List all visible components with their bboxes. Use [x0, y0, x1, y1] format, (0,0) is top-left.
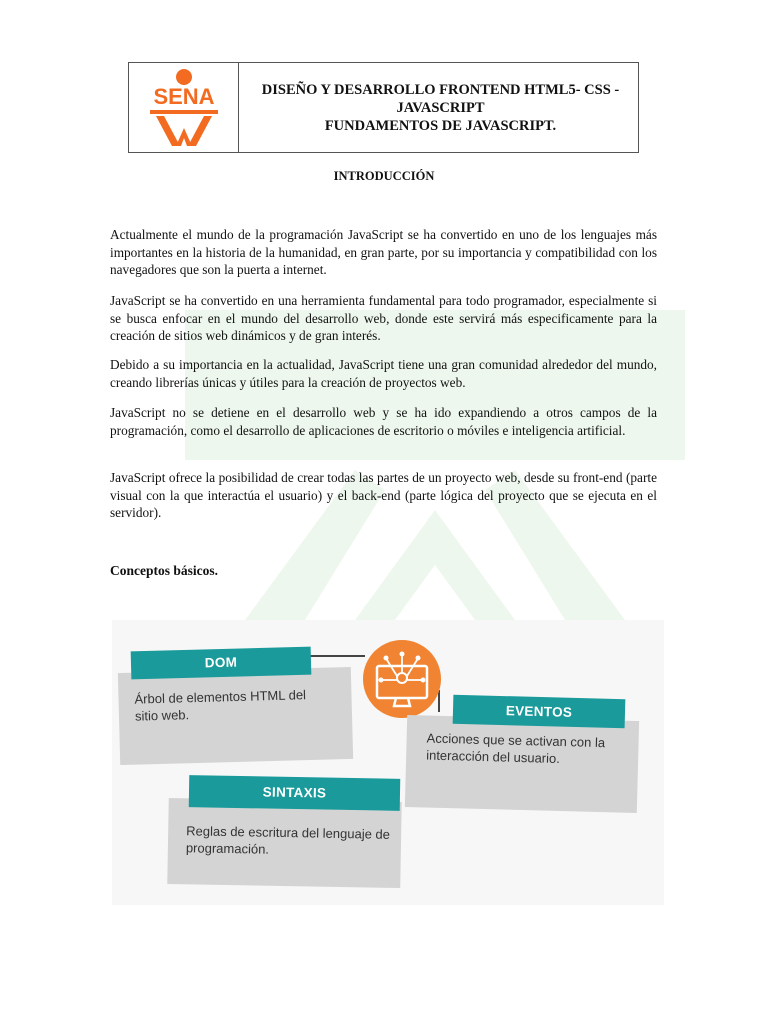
- sena-logo: [129, 63, 239, 152]
- concepts-heading: Conceptos básicos.: [110, 563, 219, 578]
- concept-text-sintaxis: Reglas de escritura del lenguaje de programación.: [185, 823, 391, 857]
- paragraph-5: JavaScript ofrece la posibilidad de crear todas las partes de un proyecto web, desde su front-end (parte visual con la que interactúa el usuario) y el back-end (parte lógica del proyecto que se ejecuta en el servidor).: [110, 470, 657, 520]
- concept-text-dom: Árbol de elementos HTML del sitio web.: [134, 687, 307, 724]
- paragraph-1: Actualmente el mundo de la programación JavaScript se ha convertido en uno de los lenguajes más importantes en la historia de la humanidad, en gran parte, por su importancia y compatibilidad con los navegadores que son la puerta a internet.: [110, 227, 657, 277]
- concept-tab-sintaxis: SINTAXIS: [189, 775, 401, 811]
- concept-text-eventos: Acciones que se activan con la interacción del usuario.: [426, 730, 606, 766]
- title-line-2: JAVASCRIPT: [396, 99, 485, 116]
- concept-tab-eventos: EVENTOS: [453, 695, 626, 728]
- computer-network-icon: [363, 640, 441, 718]
- title-line-1: DISEÑO Y DESARROLLO FRONTEND HTML5- CSS -: [261, 81, 620, 98]
- logo-text: SENA: [152, 83, 215, 109]
- sena-watermark: [185, 300, 685, 620]
- paragraph-4: JavaScript no se detiene en el desarrollo web y se ha ido expandiendo a otros campos de la programación, como el desarrollo de aplicaciones de escritorio o móviles e inteligencia artificial.: [110, 405, 657, 438]
- concept-card-eventos: [405, 715, 639, 813]
- sena-logo-icon: [138, 68, 230, 148]
- concept-tab-dom: DOM: [131, 647, 312, 680]
- concept-card-sintaxis: [167, 798, 401, 888]
- title-line-3: FUNDAMENTOS DE JAVASCRIPT.: [324, 117, 557, 134]
- document-header: [128, 62, 639, 153]
- hub-circle: [363, 640, 441, 718]
- concept-card-dom: [118, 667, 353, 765]
- connector-dom: [310, 655, 365, 657]
- intro-heading: INTRODUCCIÓN: [333, 169, 435, 183]
- paragraph-2: JavaScript se ha convertido en una herramienta fundamental para todo programador, especialmente si se busca enfocar en el mundo del desarrollo web, donde este servirá más especificamente para la creación de sitios web dinámicos y de gran interés.: [110, 293, 657, 343]
- document-title: [239, 63, 638, 152]
- paragraph-3: Debido a su importancia en la actualidad, JavaScript tiene una gran comunidad alrededor del mundo, creando librerías únicas y útiles para la creación de proyectos web.: [110, 357, 657, 390]
